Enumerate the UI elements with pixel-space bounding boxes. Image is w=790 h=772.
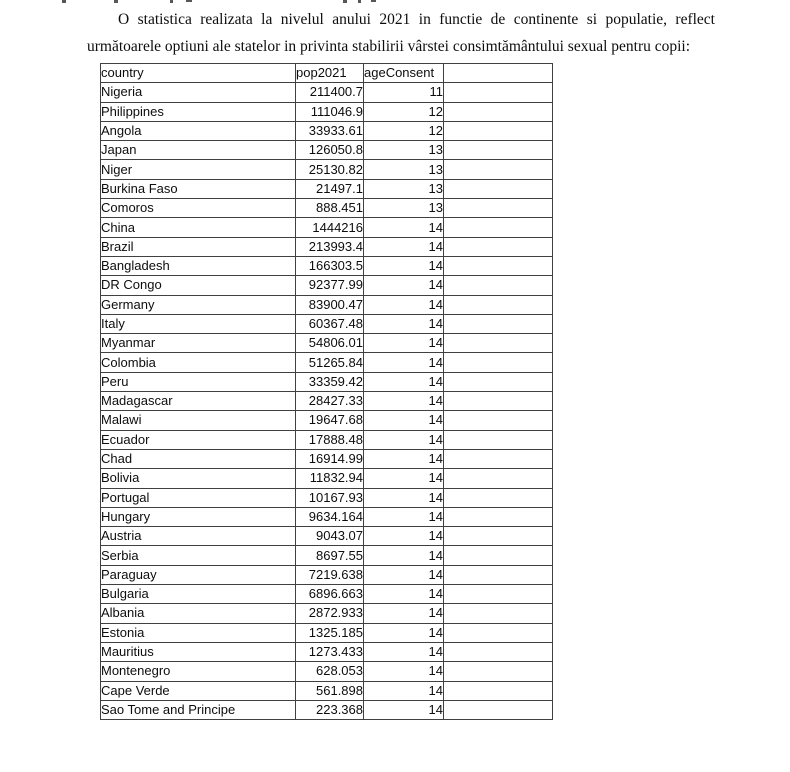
empty-cell — [444, 199, 553, 218]
country-cell: Germany — [101, 295, 296, 314]
table-row — [101, 546, 553, 565]
pop2021-cell: 126050.8 — [296, 141, 364, 160]
ageconsent-cell: 14 — [364, 334, 444, 353]
empty-cell — [444, 411, 553, 430]
table-row — [101, 642, 553, 661]
table-row — [101, 160, 553, 179]
country-cell: Albania — [101, 604, 296, 623]
table-row — [101, 469, 553, 488]
pop2021-cell: 2872.933 — [296, 604, 364, 623]
ageconsent-cell: 14 — [364, 218, 444, 237]
country-cell: Malawi — [101, 411, 296, 430]
country-cell: Bangladesh — [101, 256, 296, 275]
table-row — [101, 392, 553, 411]
pop2021-cell: 60367.48 — [296, 314, 364, 333]
country-cell: Mauritius — [101, 642, 296, 661]
ageconsent-cell: 14 — [364, 623, 444, 642]
empty-cell — [444, 681, 553, 700]
country-cell: Colombia — [101, 353, 296, 372]
pop2021-cell: 54806.01 — [296, 334, 364, 353]
table-row — [101, 604, 553, 623]
ageconsent-cell: 13 — [364, 179, 444, 198]
country-cell: Italy — [101, 314, 296, 333]
country-cell: China — [101, 218, 296, 237]
ageconsent-cell: 14 — [364, 527, 444, 546]
empty-cell — [444, 527, 553, 546]
empty-cell — [444, 585, 553, 604]
pop2021-cell: 17888.48 — [296, 430, 364, 449]
country-cell: Philippines — [101, 102, 296, 121]
pop2021-cell: 9634.164 — [296, 507, 364, 526]
country-cell: Paraguay — [101, 565, 296, 584]
table-row — [101, 430, 553, 449]
ageconsent-cell: 14 — [364, 372, 444, 391]
country-cell: Cape Verde — [101, 681, 296, 700]
ageconsent-cell: 14 — [364, 546, 444, 565]
pop2021-cell: 21497.1 — [296, 179, 364, 198]
empty-cell — [444, 179, 553, 198]
clipped-previous-line — [0, 0, 790, 4]
table-row — [101, 102, 553, 121]
empty-cell — [444, 604, 553, 623]
ageconsent-cell: 14 — [364, 700, 444, 719]
table-row — [101, 256, 553, 275]
ageconsent-cell: 12 — [364, 121, 444, 140]
table-row — [101, 681, 553, 700]
ageconsent-cell: 14 — [364, 585, 444, 604]
country-cell: Burkina Faso — [101, 179, 296, 198]
ageconsent-cell: 14 — [364, 295, 444, 314]
ageconsent-cell: 14 — [364, 256, 444, 275]
country-cell: Estonia — [101, 623, 296, 642]
empty-cell — [444, 565, 553, 584]
empty-cell — [444, 392, 553, 411]
country-cell: DR Congo — [101, 276, 296, 295]
country-cell: Chad — [101, 449, 296, 468]
empty-cell — [444, 546, 553, 565]
pop2021-cell: 28427.33 — [296, 392, 364, 411]
table-row — [101, 141, 553, 160]
empty-cell — [444, 700, 553, 719]
table-header-row — [101, 64, 553, 83]
pop2021-cell: 1444216 — [296, 218, 364, 237]
country-cell: Montenegro — [101, 662, 296, 681]
pop2021-cell: 888.451 — [296, 199, 364, 218]
country-cell: Serbia — [101, 546, 296, 565]
empty-cell — [444, 488, 553, 507]
pop2021-cell: 11832.94 — [296, 469, 364, 488]
pop2021-cell: 9043.07 — [296, 527, 364, 546]
empty-cell — [444, 430, 553, 449]
paragraph-line-1: O statistica realizata la nivelul anului 2021 in functie de continente si populatie, reflect — [118, 11, 715, 28]
table-row — [101, 565, 553, 584]
pop2021-cell: 92377.99 — [296, 276, 364, 295]
empty-cell — [444, 334, 553, 353]
table-row — [101, 372, 553, 391]
table-row — [101, 314, 553, 333]
pop2021-cell: 10167.93 — [296, 488, 364, 507]
pop2021-cell: 1325.185 — [296, 623, 364, 642]
table-row — [101, 488, 553, 507]
country-cell: Brazil — [101, 237, 296, 256]
empty-cell — [444, 314, 553, 333]
pop2021-cell: 25130.82 — [296, 160, 364, 179]
empty-cell — [444, 218, 553, 237]
table-row — [101, 237, 553, 256]
ageconsent-cell: 14 — [364, 488, 444, 507]
table-row — [101, 527, 553, 546]
table-row — [101, 218, 553, 237]
table-body — [101, 83, 553, 720]
table-row — [101, 121, 553, 140]
pop2021-cell: 83900.47 — [296, 295, 364, 314]
country-cell: Peru — [101, 372, 296, 391]
empty-cell — [444, 662, 553, 681]
table-row — [101, 179, 553, 198]
empty-cell — [444, 507, 553, 526]
country-cell: Myanmar — [101, 334, 296, 353]
pop2021-cell: 211400.7 — [296, 83, 364, 102]
ageconsent-cell: 14 — [364, 642, 444, 661]
table-row — [101, 83, 553, 102]
empty-cell — [444, 372, 553, 391]
country-cell: Madagascar — [101, 392, 296, 411]
country-cell: Nigeria — [101, 83, 296, 102]
ageconsent-cell: 14 — [364, 681, 444, 700]
empty-cell — [444, 449, 553, 468]
ageconsent-cell: 12 — [364, 102, 444, 121]
empty-cell — [444, 83, 553, 102]
countries-age-consent-table — [100, 63, 553, 720]
country-cell: Sao Tome and Principe — [101, 700, 296, 719]
table-row — [101, 507, 553, 526]
paragraph-line-2: următoarele optiuni ale statelor in privinta stabilirii vârstei consimtământului sexual pentru copii: — [87, 38, 691, 55]
table-row — [101, 334, 553, 353]
country-cell: Bulgaria — [101, 585, 296, 604]
table-row — [101, 623, 553, 642]
country-cell: Japan — [101, 141, 296, 160]
ageconsent-cell: 14 — [364, 276, 444, 295]
empty-cell — [444, 102, 553, 121]
pop2021-cell: 111046.9 — [296, 102, 364, 121]
ageconsent-cell: 14 — [364, 449, 444, 468]
header-ageconsent: ageConsent — [364, 64, 444, 83]
pop2021-cell: 16914.99 — [296, 449, 364, 468]
country-cell: Portugal — [101, 488, 296, 507]
header-empty — [444, 64, 553, 83]
header-country: country — [101, 64, 296, 83]
table-row — [101, 353, 553, 372]
table-row — [101, 295, 553, 314]
ageconsent-cell: 14 — [364, 565, 444, 584]
empty-cell — [444, 160, 553, 179]
table-row — [101, 411, 553, 430]
ageconsent-cell: 14 — [364, 392, 444, 411]
pop2021-cell: 33933.61 — [296, 121, 364, 140]
empty-cell — [444, 121, 553, 140]
pop2021-cell: 19647.68 — [296, 411, 364, 430]
ageconsent-cell: 14 — [364, 662, 444, 681]
table-row — [101, 199, 553, 218]
pop2021-cell: 628.053 — [296, 662, 364, 681]
ageconsent-cell: 14 — [364, 604, 444, 623]
ageconsent-cell: 14 — [364, 314, 444, 333]
pop2021-cell: 6896.663 — [296, 585, 364, 604]
pop2021-cell: 213993.4 — [296, 237, 364, 256]
country-cell: Angola — [101, 121, 296, 140]
ageconsent-cell: 14 — [364, 469, 444, 488]
pop2021-cell: 561.898 — [296, 681, 364, 700]
ageconsent-cell: 14 — [364, 507, 444, 526]
empty-cell — [444, 353, 553, 372]
ageconsent-cell: 13 — [364, 141, 444, 160]
empty-cell — [444, 237, 553, 256]
empty-cell — [444, 256, 553, 275]
empty-cell — [444, 623, 553, 642]
pop2021-cell: 7219.638 — [296, 565, 364, 584]
table-row — [101, 276, 553, 295]
pop2021-cell: 1273.433 — [296, 642, 364, 661]
country-cell: Bolivia — [101, 469, 296, 488]
ageconsent-cell: 13 — [364, 199, 444, 218]
empty-cell — [444, 469, 553, 488]
empty-cell — [444, 141, 553, 160]
country-cell: Niger — [101, 160, 296, 179]
pop2021-cell: 166303.5 — [296, 256, 364, 275]
table-row — [101, 585, 553, 604]
ageconsent-cell: 13 — [364, 160, 444, 179]
country-cell: Ecuador — [101, 430, 296, 449]
intro-paragraph — [87, 6, 715, 60]
ageconsent-cell: 14 — [364, 237, 444, 256]
ageconsent-cell: 14 — [364, 353, 444, 372]
country-cell: Comoros — [101, 199, 296, 218]
pop2021-cell: 223.368 — [296, 700, 364, 719]
header-pop2021: pop2021 — [296, 64, 364, 83]
table-row — [101, 700, 553, 719]
table-row — [101, 662, 553, 681]
table-row — [101, 449, 553, 468]
country-cell: Hungary — [101, 507, 296, 526]
ageconsent-cell: 11 — [364, 83, 444, 102]
empty-cell — [444, 295, 553, 314]
pop2021-cell: 33359.42 — [296, 372, 364, 391]
ageconsent-cell: 14 — [364, 411, 444, 430]
pop2021-cell: 8697.55 — [296, 546, 364, 565]
country-cell: Austria — [101, 527, 296, 546]
table-header — [101, 64, 553, 83]
empty-cell — [444, 642, 553, 661]
pop2021-cell: 51265.84 — [296, 353, 364, 372]
ageconsent-cell: 14 — [364, 430, 444, 449]
empty-cell — [444, 276, 553, 295]
